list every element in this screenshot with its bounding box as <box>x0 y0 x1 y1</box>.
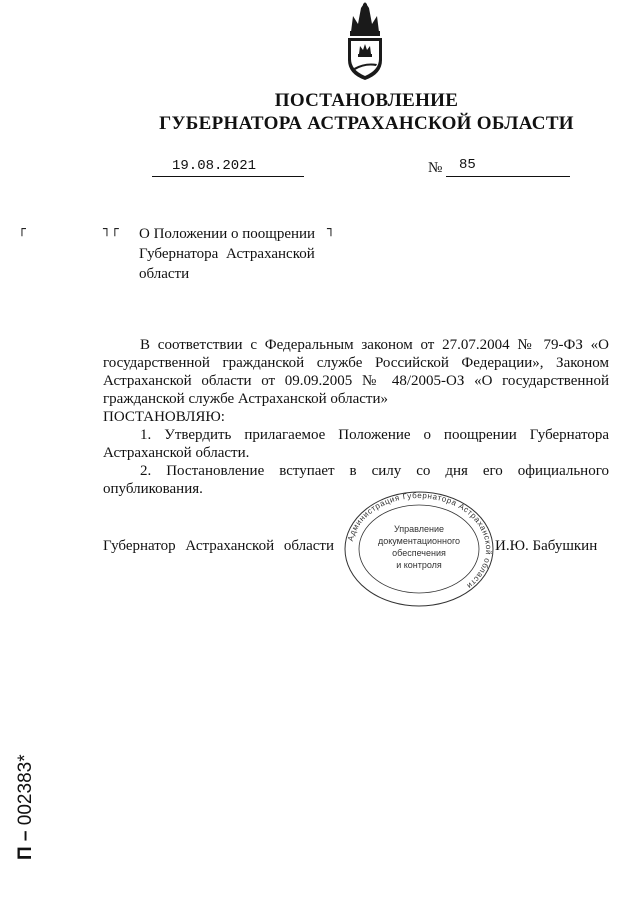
stamp-line: документационного <box>377 536 461 546</box>
document-number: 85 <box>459 157 476 173</box>
stamp-line: Управление <box>393 524 445 534</box>
body-item-1: 1. Утвердить прилагаемое Положение о поощрении Губернатора Астраханской области. <box>103 427 609 461</box>
document-body <box>103 336 609 498</box>
registration-code <box>15 754 37 860</box>
corner-mark-left: ┌ <box>18 222 26 237</box>
body-item-2: 2. Постановление вступает в силу со дня его официального опубликования. <box>103 463 609 497</box>
stamp-line: обеспечения <box>392 548 446 558</box>
registration-number: 002383* <box>15 754 36 826</box>
coat-of-arms-emblem <box>341 2 389 82</box>
document-date: 19.08.2021 <box>172 158 257 174</box>
stamp-line: и контроля <box>396 560 442 570</box>
document-subject <box>139 224 339 284</box>
preamble-paragraph: В соответствии с Федеральным законом от 27.07.2004 № 79-ФЗ «О государственной гражданской службе Российской Федерации», Законом Астраханской области от 09.09.2005 № 48/2005-ОЗ «О государственной гражданской службе Астраханской области» <box>103 337 609 407</box>
registration-prefix: П – <box>15 830 36 860</box>
signatory-position: Губернатор Астраханской области <box>103 538 335 554</box>
number-sign: № <box>428 160 443 176</box>
document-type-title: ПОСТАНОВЛЕНИЕ <box>274 90 459 111</box>
subject-line: О Положении о поощрении <box>139 226 316 242</box>
official-stamp <box>342 490 496 608</box>
resolve-keyword: ПОСТАНОВЛЯЮ: <box>103 409 225 425</box>
issuer-title: ГУБЕРНАТОРА АСТРАХАНСКОЙ ОБЛАСТИ <box>159 113 574 134</box>
number-underline <box>446 176 570 177</box>
corner-mark-subject-close: ┐ <box>327 222 335 237</box>
corner-mark-subject-open: ┐┌ <box>103 222 119 237</box>
subject-line: Губернатора Астраханской <box>139 246 315 262</box>
date-underline <box>152 176 304 177</box>
signatory-name: И.Ю. Бабушкин <box>495 538 598 554</box>
subject-line: области <box>139 266 190 282</box>
stamp-ring-text: Администрация Губернатора Астраханской области <box>345 490 494 591</box>
